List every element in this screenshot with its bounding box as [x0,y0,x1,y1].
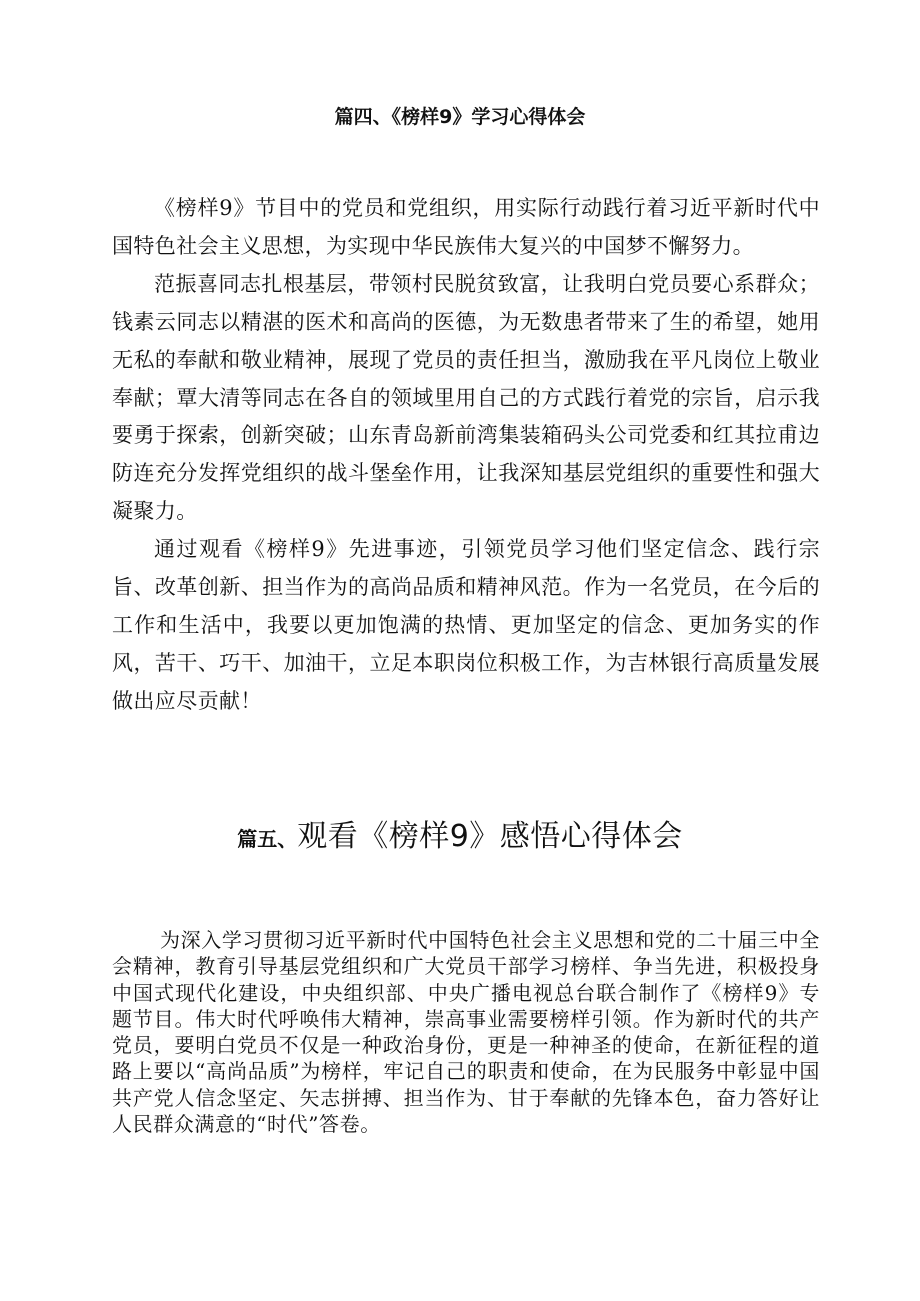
section4-title: 篇四、《榜样9》学习心得体会 [334,106,586,128]
section4-paragraph-2: 范振喜同志扎根基层，带领村民脱贫致富，让我明白党员要心系群众；钱素云同志以精湛的医术和高尚的医德，为无数患者带来了生的希望，她用无私的奉献和敬业精神，展现了党员的责任担当，激励我在平凡岗位上敬业奉献；覃大清等同志在各自的领域里用自己的方式践行着党的宗旨，启示我要勇于探索，创新突破；山东青岛新前湾集装箱码头公司党委和红其拉甫边防连充分发挥党组织的战斗堡垒作用，让我深知基层党组织的重要性和强大凝聚力。 [112,271,820,524]
section4-paragraph-3: 通过观看《榜样9》先进事迹，引领党员学习他们坚定信念、践行宗旨、改革创新、担当作为的高尚品质和精神风范。作为一名党员，在今后的工作和生活中，我要以更加饱满的热情、更加坚定的信念、更加务实的作风，苦干、巧干、加油干，立足本职岗位积极工作，为吉林银行高质量发展做出应尽贡献！ [112,537,820,713]
section5-paragraph-1: 为深入学习贯彻习近平新时代中国特色社会主义思想和党的二十届三中全会精神，教育引导基层党组织和广大党员干部学习榜样、争当先进，积极投身中国式现代化建设，中央组织部、中央广播电视总台联合制作了《榜样9》专题节目。伟大时代呼唤伟大精神，崇高事业需要榜样引领。作为新时代的共产党员，要明白党员不仅是一种政治身份，更是一种神圣的使命，在新征程的道路上要以“高尚品质”为榜样，牢记自己的职责和使命，在为民服务中彰显中国共产党人信念坚定、矢志拼搏、担当作为、甘于奉献的先锋本色，奋力答好让人民群众满意的“时代”答卷。 [112,928,820,1137]
section5-body [112,927,820,1137]
section4-paragraph-1: 《榜样9》节目中的党员和党组织，用实际行动践行着习近平新时代中国特色社会主义思想，为实现中华民族伟大复兴的中国梦不懈努力。 [112,196,820,258]
section5-title [0,815,920,863]
section5-title-main: 观看《榜样9》感悟心得体会 [297,819,683,854]
section4-body [112,190,820,721]
section5-title-prefix: 篇五、 [237,827,298,851]
